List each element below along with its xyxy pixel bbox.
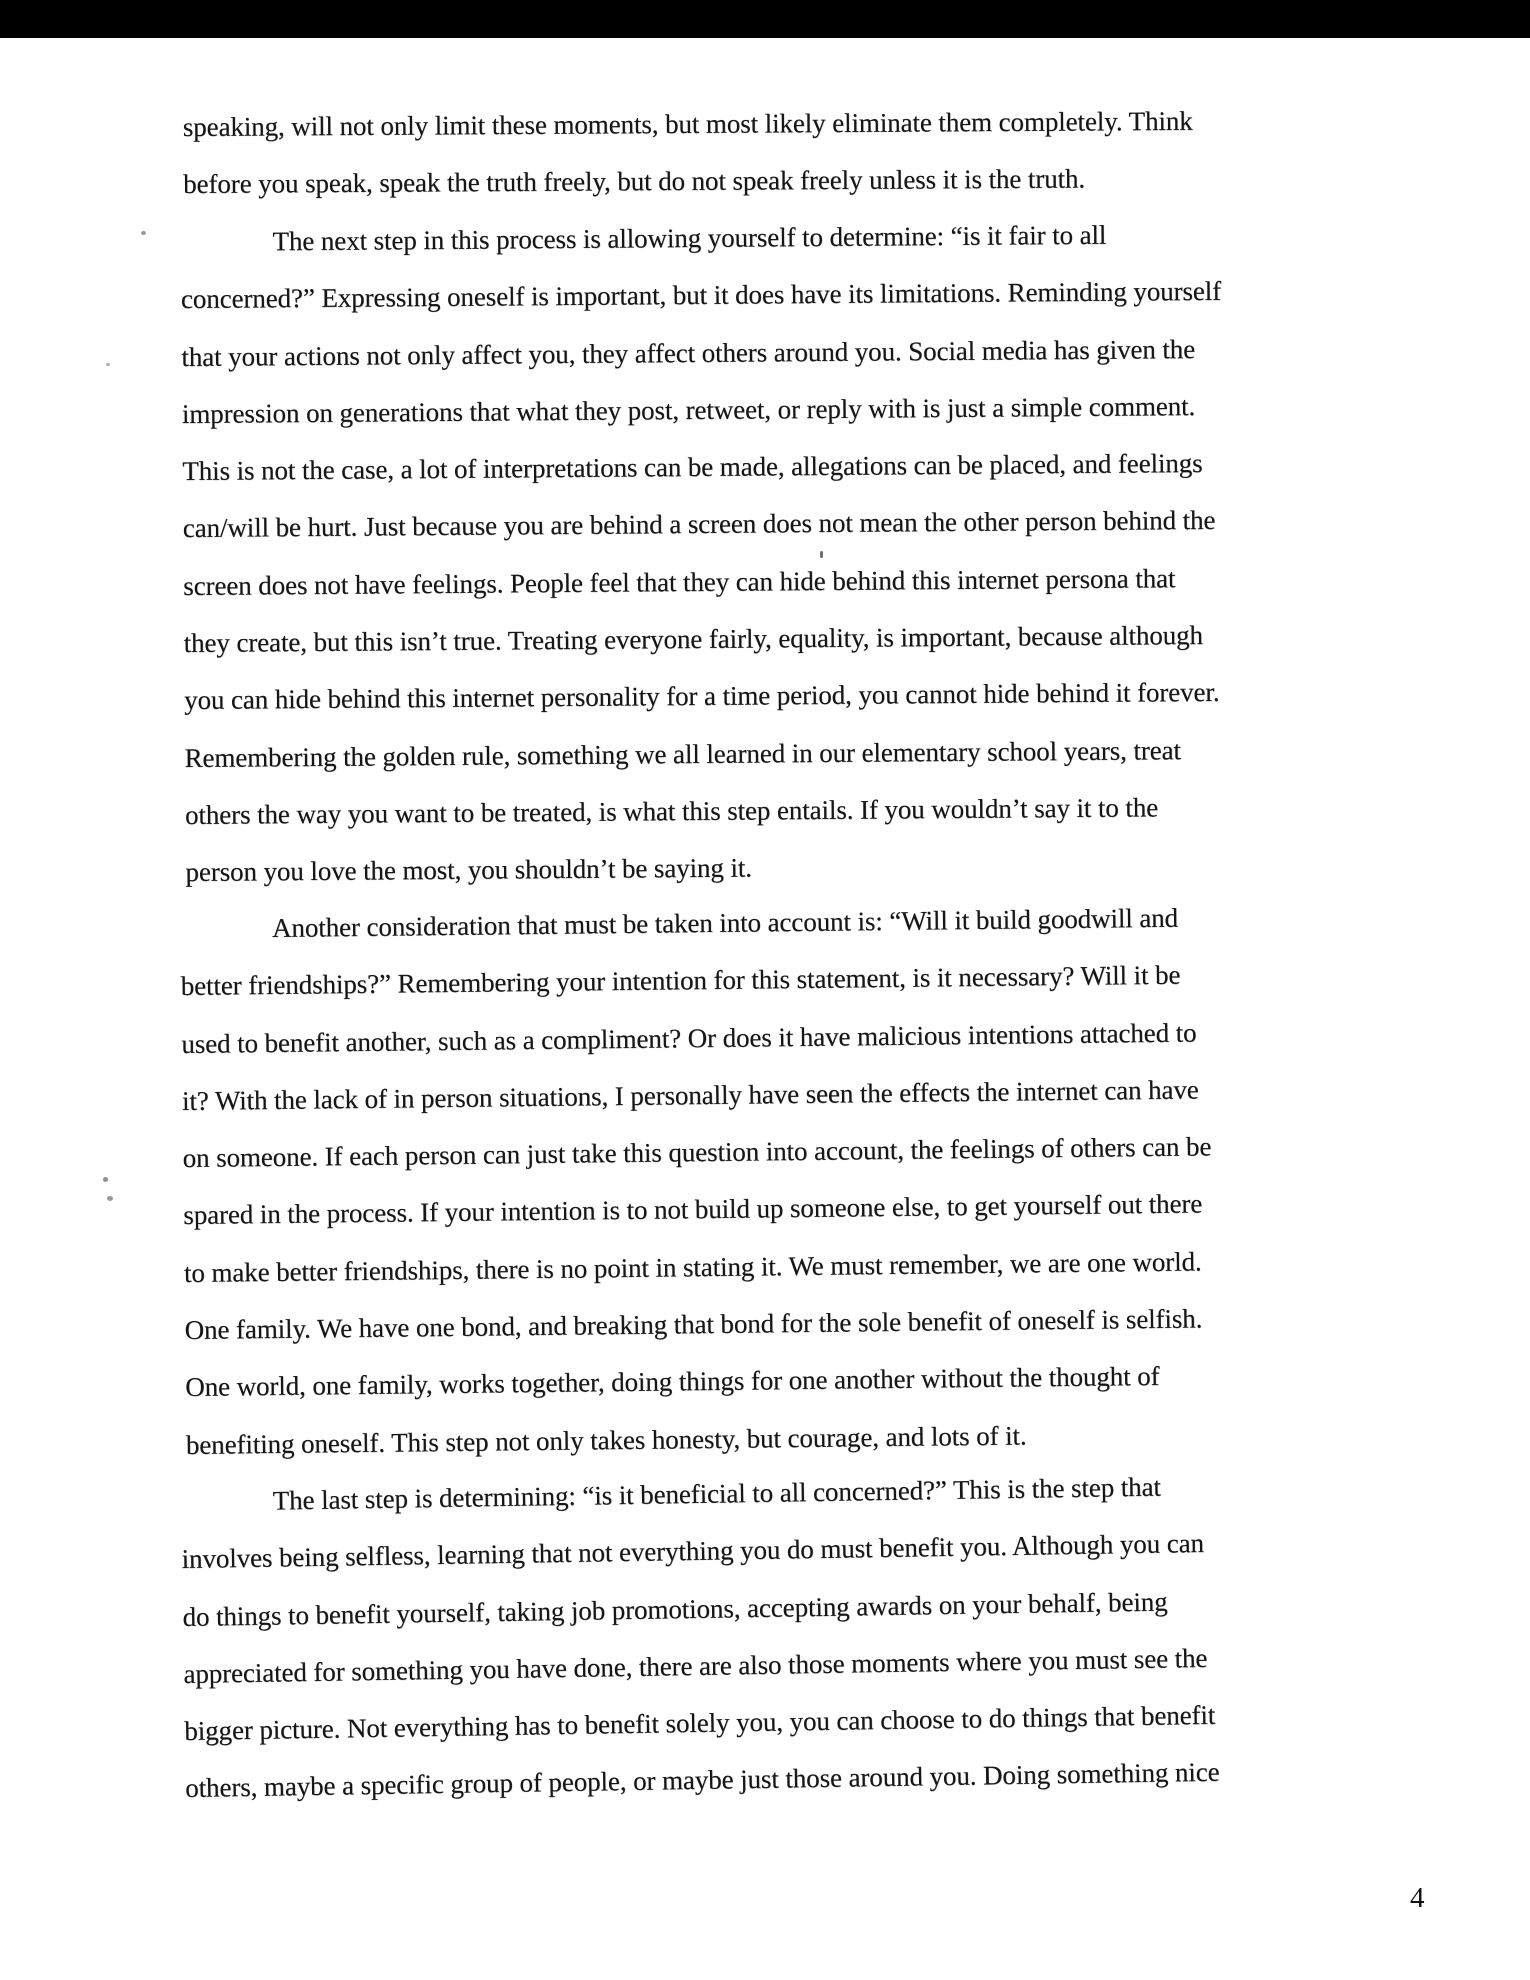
text-line: appreciated for something you have done, there are also those moments where you must see the bbox=[183, 1642, 1208, 1690]
scan-speck bbox=[106, 363, 110, 366]
text-line: can/will be hurt. Just because you are behind a screen does not mean the other person behind the bbox=[182, 504, 1216, 544]
text-line: One world, one family, works together, doing things for one another without the thought of bbox=[185, 1361, 1160, 1403]
text-line: Remembering the golden rule, something we all learned in our elementary school years, treat bbox=[184, 734, 1181, 773]
scanner-edge-artifact bbox=[0, 0, 1530, 38]
text-line: you can hide behind this internet personality for a time period, you cannot hide behind it forever. bbox=[184, 676, 1220, 715]
text-line: This is not the case, a lot of interpretations can be made, allegations can be placed, and feelings bbox=[182, 447, 1203, 486]
text-line: used to benefit another, such as a compliment? Or does it have malicious intentions attached to bbox=[181, 1017, 1197, 1059]
text-line: do things to benefit yourself, taking job promotions, accepting awards on your behalf, being bbox=[182, 1586, 1168, 1632]
paragraph bbox=[180, 887, 1446, 1474]
essay-text-block bbox=[180, 99, 1443, 1818]
text-line: others, maybe a specific group of people, or maybe just those around you. Doing something nice bbox=[185, 1757, 1220, 1804]
text-line: Another consideration that must be taken into account is: “Will it build goodwill and bbox=[271, 902, 1179, 944]
page-number: 4 bbox=[1410, 1882, 1425, 1914]
text-line: One family. We have one bond, and breaking that bond for the sole benefit of oneself is selfish. bbox=[184, 1303, 1203, 1346]
text-line: The last step is determining: “is it beneficial to all concerned?” This is the step that bbox=[272, 1471, 1162, 1516]
text-line: better friendships?” Remembering your intention for this statement, is it necessary? Will it be bbox=[180, 960, 1181, 1002]
text-line: others the way you want to be treated, is what this step entails. If you wouldn’t say it to the bbox=[184, 791, 1159, 830]
text-line: to make better friendships, there is no point in stating it. We must remember, we are one world. bbox=[183, 1246, 1202, 1288]
text-line: it? With the lack of in person situations, I personally have seen the effects the internet can have bbox=[181, 1074, 1199, 1117]
text-line: screen does not have feelings. People feel that they can hide behind this internet persona that bbox=[183, 562, 1176, 601]
text-line: person you love the most, you shouldn’t be saying it. bbox=[185, 852, 752, 887]
text-line: they create, but this isn’t true. Treating everyone fairly, equality, is important, because although bbox=[183, 619, 1203, 658]
text-line: concerned?” Expressing oneself is important, but it does have its limitations. Reminding yourself bbox=[180, 275, 1222, 314]
text-line: on someone. If each person can just take this question into account, the feelings of others can be bbox=[182, 1131, 1212, 1174]
scan-speck bbox=[103, 1177, 108, 1182]
text-line: that your actions not only affect you, they affect others around you. Social media has given the bbox=[181, 333, 1196, 372]
text-line: involves being selfless, learning that not everything you do must benefit you. Although you can bbox=[181, 1528, 1205, 1575]
text-line: benefiting oneself. This step not only takes honesty, but courage, and lots of it. bbox=[185, 1420, 1027, 1460]
paragraph bbox=[183, 91, 1444, 213]
scan-speck bbox=[107, 1196, 113, 1201]
text-line: The next step in this process is allowing yourself to determine: “is it fair to all bbox=[272, 219, 1107, 256]
scan-speck bbox=[141, 231, 146, 235]
text-line: speaking, will not only limit these moments, but most likely eliminate them completely. Think bbox=[182, 105, 1193, 143]
paragraph bbox=[180, 204, 1445, 901]
text-line: spared in the process. If your intention is to not build up someone else, to get yourself out there bbox=[183, 1189, 1203, 1231]
paragraph bbox=[180, 1454, 1445, 1818]
text-line: before you speak, speak the truth freely, but do not speak freely unless it is the truth. bbox=[183, 163, 1086, 200]
text-line: bigger picture. Not everything has to benefit solely you, you can choose to do things that benefit bbox=[184, 1700, 1216, 1747]
text-line: impression on generations that what they post, retweet, or reply with is just a simple comment. bbox=[181, 390, 1196, 429]
